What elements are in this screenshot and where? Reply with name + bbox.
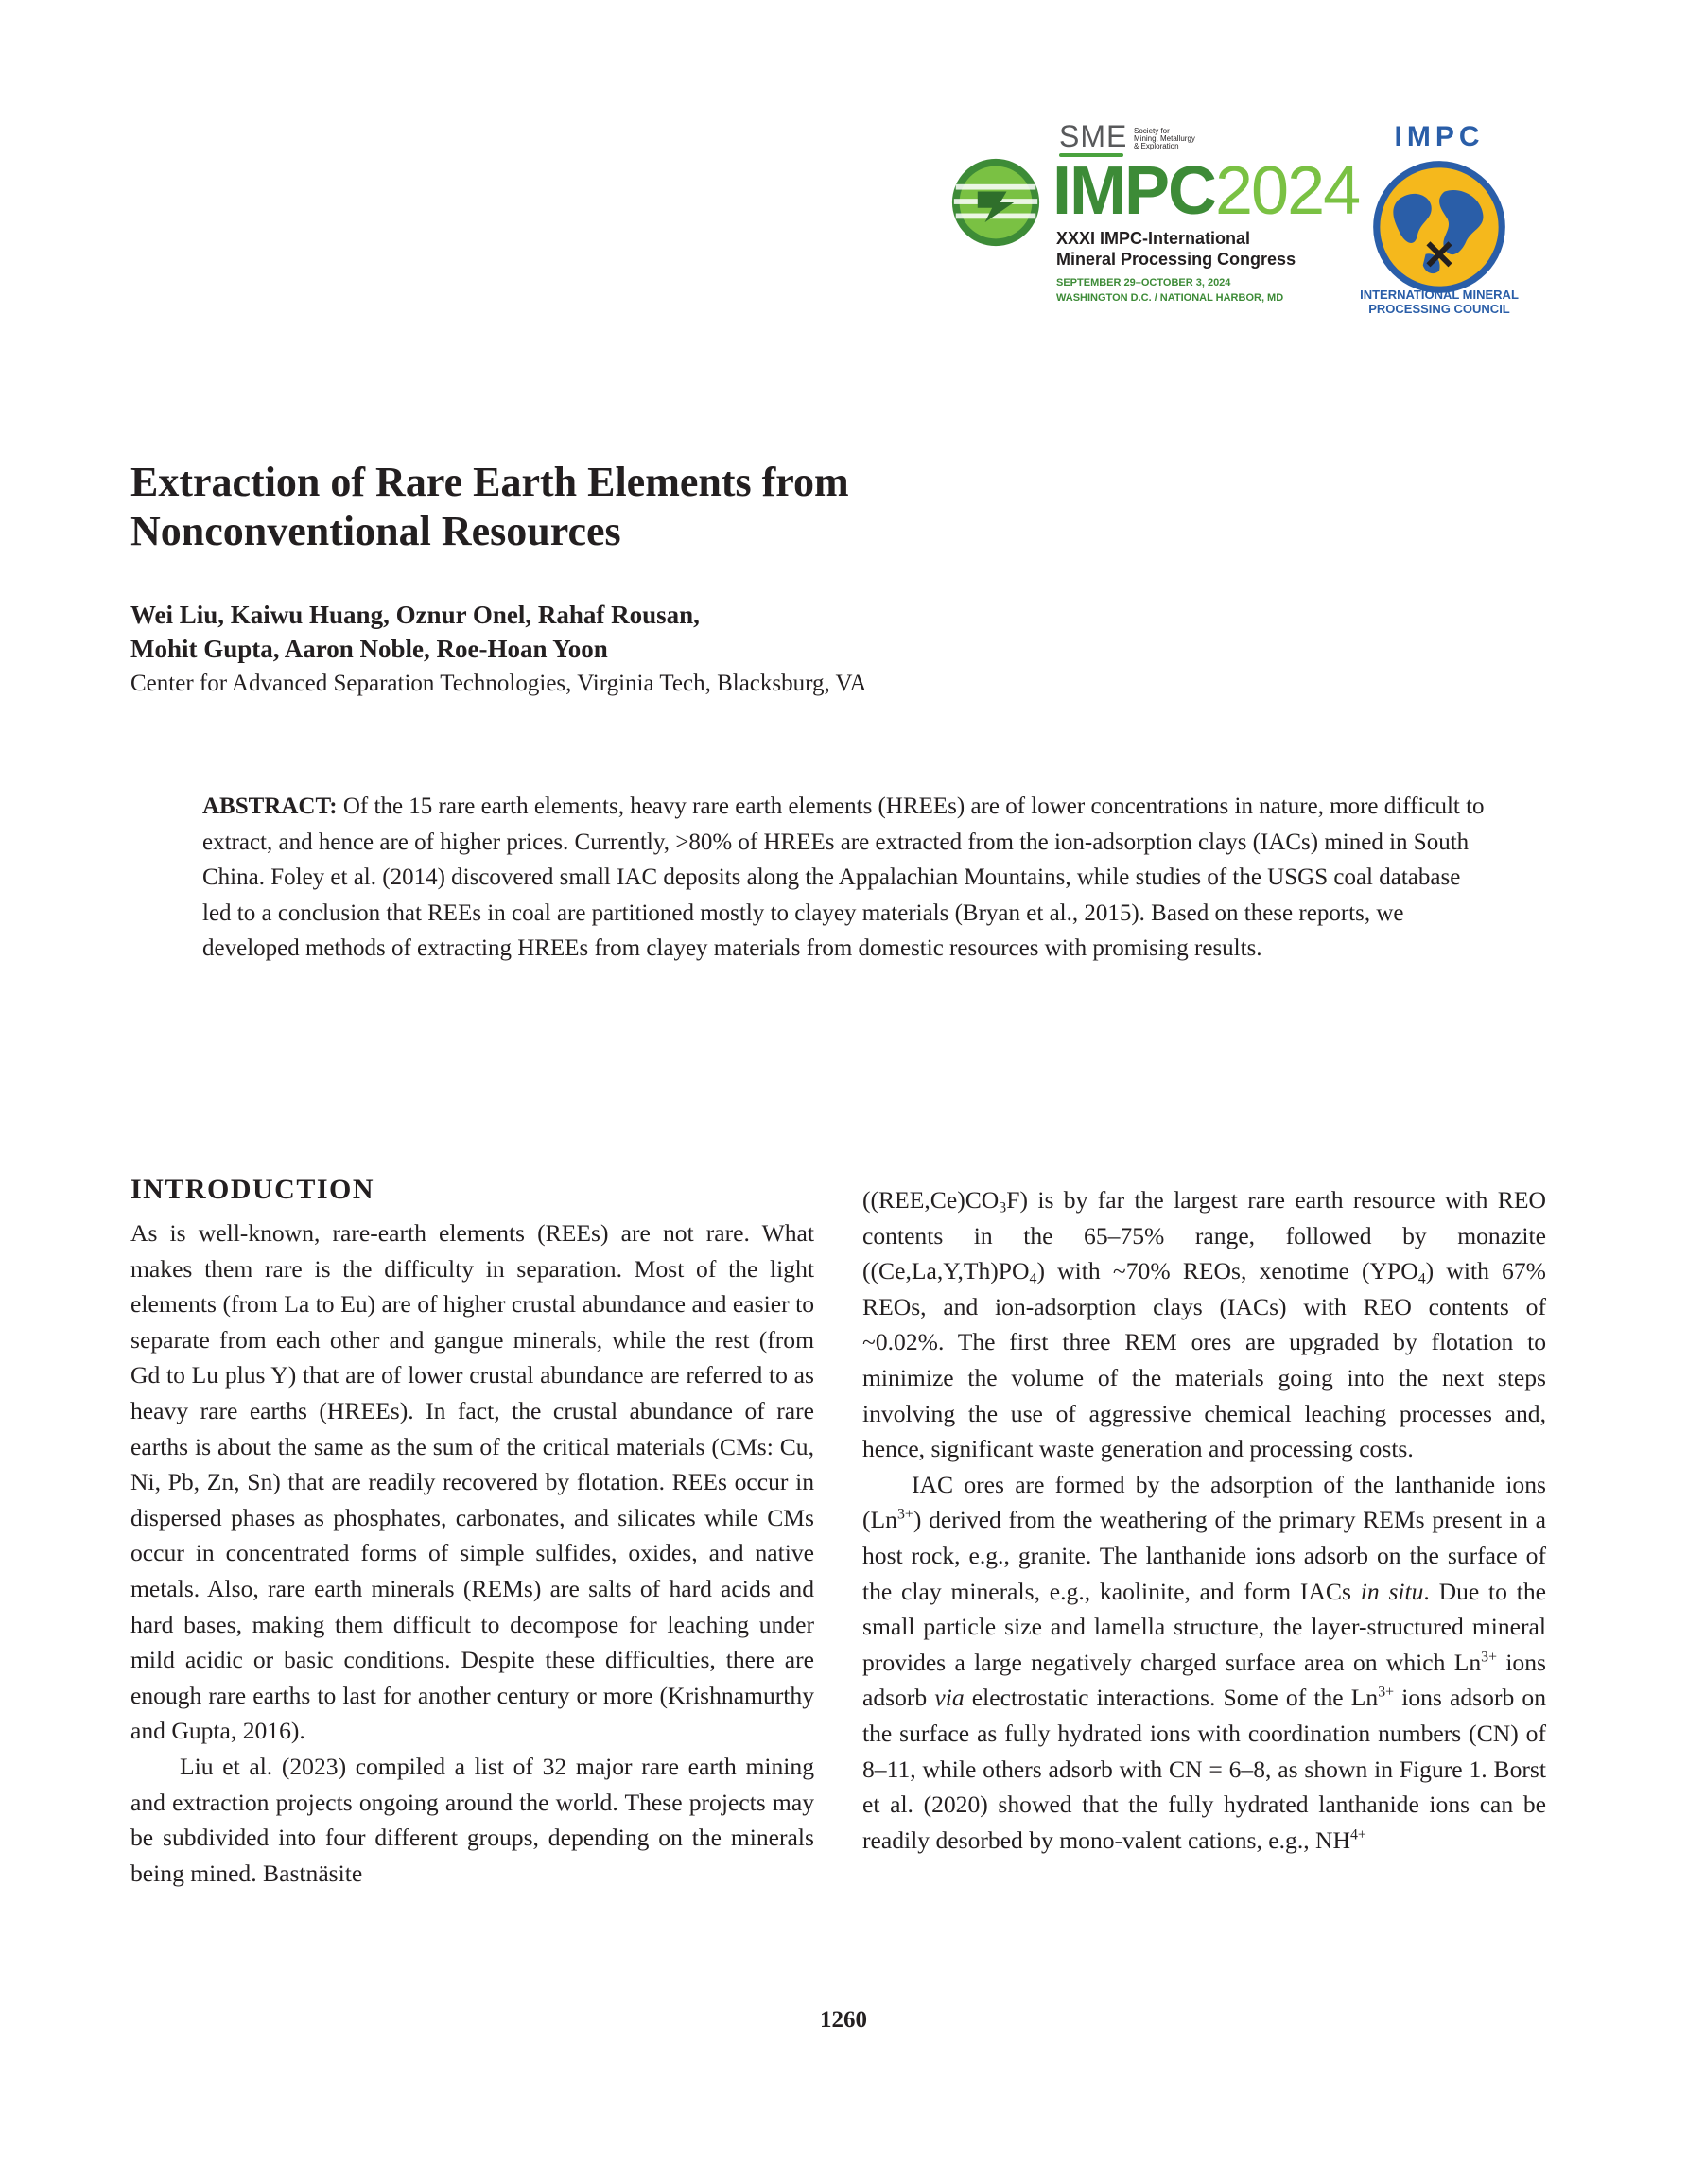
- congress-name-line-1: XXXI IMPC-International: [1056, 229, 1251, 248]
- council-name: INTERNATIONAL MINERAL PROCESSING COUNCIL: [1360, 288, 1519, 316]
- impc-2024-logo: [950, 112, 1360, 320]
- body-column-left: [130, 1215, 814, 1891]
- impc-emblem-icon: [950, 157, 1041, 248]
- page-number: 1260: [820, 2007, 867, 2033]
- impc-2024-wordmark: IMPC2024: [1052, 153, 1360, 229]
- sme-wordmark: SME: [1059, 119, 1128, 153]
- intro-paragraph-2-continued: $((REE,Ce)CO_3F)$ is by far the largest rare earth resource with REO contents in the 65–75% range, followed by monazite $((Ce,La,Y,Th)PO_4)$ with ~70% REOs, xenotime $(YPO_4)$ with 67% REOs, and ion-adsorption clays (IACs) with REO contents of ~0.02%. The first three REM ores are upgraded by flotation to minimize the volume of the materials going into the next steps involving the use of aggressive chemical leaching processes and, hence, significant waste generation and processing costs.: [862, 1186, 1546, 1463]
- section-heading-introduction: INTRODUCTION: [130, 1174, 375, 1205]
- congress-name-line-2: Mineral Processing Congress: [1056, 250, 1296, 269]
- author-list: Wei Liu, Kaiwu Huang, Oznur Onel, Rahaf Rousan, Mohit Gupta, Aaron Noble, Roe-Hoan Yoon: [130, 601, 700, 663]
- sme-subtitle: Society for Mining, Metallurgy & Exploration: [1134, 127, 1195, 150]
- mineral-processing-council-logo: [1360, 121, 1519, 329]
- body-column-right: [862, 1182, 1546, 1858]
- globe-emblem-icon: [1371, 159, 1507, 295]
- congress-dates: SEPTEMBER 29–OCTOBER 3, 2024: [1056, 277, 1231, 288]
- paper-title: Extraction of Rare Earth Elements from Nonconventional Resources: [130, 459, 849, 554]
- author-affiliation: Center for Advanced Separation Technologies, Virginia Tech, Blacksburg, VA: [130, 671, 867, 696]
- abstract-label: ABSTRACT:: [202, 794, 338, 819]
- intro-paragraph-2: Liu et al. (2023) compiled a list of 32 major rare earth mining and extraction projects ongoing around the world. These projects may be subdivided into four different groups, depending on the minerals being mined. Bastnäsite: [130, 1752, 814, 1887]
- council-acronym: IMPC: [1394, 121, 1485, 152]
- intro-paragraph-3: IAC ores are formed by the adsorption of the lanthanide ions $(Ln^{3+})$ derived from the weathering of the primary REMs present in a host rock, e.g., granite. The lanthanide ions adsorb on the surface of the clay minerals, e.g., kaolinite, and form IACs in situ. Due to the small particle size and lamella structure, the layer-structured mineral provides a large negatively charged surface area on which $Ln^{3+}$ ions adsorb via electrostatic interactions. Some of the $Ln^{3+}$ ions adsorb on the surface as fully hydrated ions with coordination numbers (CN) of 8–11, while others adsorb with CN = 6–8, as shown in Figure 1. Borst et al. (2020) showed that the fully hydrated lanthanide ions can be readily desorbed by mono-valent cations, e.g., $NH^{4+}$: [862, 1470, 1546, 1854]
- congress-location: WASHINGTON D.C. / NATIONAL HARBOR, MD: [1056, 292, 1284, 304]
- abstract: [202, 789, 1488, 967]
- intro-paragraph-1: As is well-known, rare-earth elements (REEs) are not rare. What makes them rare is the difficulty in separation. Most of the light elements (from La to Eu) are of higher crustal abundance and easier to separate from each other and gangue minerals, while the rest (from Gd to Lu plus Y) that are of lower crustal abundance are referred to as heavy rare earths (HREEs). In fact, the crustal abundance of rare earths is about the same as the sum of the critical materials (CMs: Cu, Ni, Pb, Zn, Sn) that are readily recovered by flotation. REEs occur in dispersed phases as phosphates, carbonates, and silicates while CMs occur in concentrated forms of simple sulfides, oxides, and native metals. Also, rare earth minerals (REMs) are salts of hard acids and hard bases, making them difficult to decompose for leaching under mild acidic or basic conditions. Despite these difficulties, there are enough rare earths to last for another century or more (Krishnamurthy and Gupta, 2016).: [130, 1219, 814, 1745]
- abstract-text: Of the 15 rare earth elements, heavy rare earth elements (HREEs) are of lower concentrations in nature, more difficult to extract, and hence are of higher prices. Currently, >80% of HREEs are extracted from the ion-adsorption clays (IACs) mined in South China. Foley et al. (2014) discovered small IAC deposits along the Appalachian Mountains, while studies of the USGS coal database led to a conclusion that REEs in coal are partitioned mostly to clayey materials (Bryan et al., 2015). Based on these reports, we developed methods of extracting HREEs from clayey materials from domestic resources with promising results.: [202, 794, 1485, 961]
